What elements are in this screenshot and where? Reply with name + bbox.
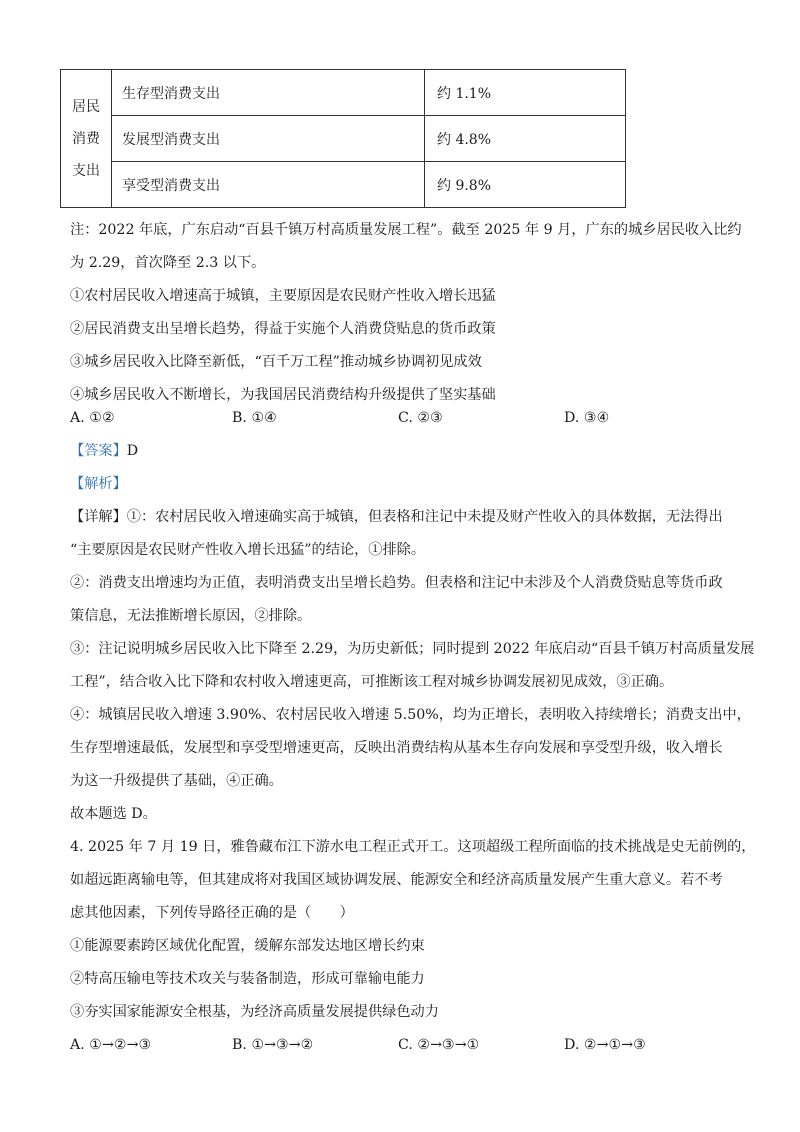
detail-line: ③：注记说明城乡居民收入比下降至 2.29，为历史新低；同时提到 2022 年底启动“百县千镇万村高质量发展 [70, 641, 755, 657]
q4-statement-2: ②特高压输电等技术攻关与装备制造，形成可靠输电能力 [70, 971, 425, 987]
item-cell: 生存型消费支出 [112, 70, 425, 116]
statement-3: ③城乡居民收入比降至新低，“百千万工程”推动城乡协调初见成效 [70, 354, 482, 370]
q4-statement-1: ①能源要素跨区域优化配置，缓解东部发达地区增长约束 [70, 938, 425, 954]
detail-line: 为这一升级提供了基础，④正确。 [70, 773, 283, 789]
option-b: B. ①→③→② [232, 1037, 314, 1053]
answer-tag: 【答案】 [70, 443, 127, 459]
q4-statement-3: ③夯实国家能源安全根基，为经济高质量发展提供绿色动力 [70, 1004, 439, 1020]
statement-4: ④城乡居民收入不断增长，为我国居民消费结构升级提供了坚实基础 [70, 387, 496, 403]
item-cell: 享受型消费支出 [112, 162, 425, 208]
note-line: 为 2.29，首次降至 2.3 以下。 [70, 255, 266, 271]
value-cell: 约 1.1% [425, 70, 626, 116]
option-d: D. ③④ [564, 410, 610, 426]
detail-line: 生存型增速最低，发展型和享受型增速更高，反映出消费结构从基本生存向发展和享受型升级，收入增长 [70, 740, 723, 756]
detail-line: 【详解】①：农村居民收入增速确实高于城镇，但表格和注记中未提及财产性收入的具体数据，无法得出 [70, 509, 723, 525]
option-c: C. ②③ [398, 410, 443, 426]
note-line: 注：2022 年底，广东启动“百县千镇万村高质量发展工程”。截至 2025 年 9 月，广东的城乡居民收入比约 [70, 222, 742, 238]
category-label: 支出 [72, 162, 100, 179]
statement-2: ②居民消费支出呈增长趋势，得益于实施个人消费贷贴息的货币政策 [70, 321, 496, 337]
table-row [61, 70, 626, 116]
q4-stem-line: 如超远距离输电等，但其建成将对我国区域协调发展、能源安全和经济高质量发展产生重大意义。若不考 [70, 872, 723, 888]
conclusion-line: 故本题选 D。 [70, 806, 157, 822]
category-label: 居民 [72, 98, 100, 115]
value-cell: 约 9.8% [425, 162, 626, 208]
table-row [61, 162, 626, 208]
answer-line [70, 441, 138, 461]
option-a: A. ①② [70, 410, 115, 426]
item-cell: 发展型消费支出 [112, 116, 425, 162]
option-c: C. ②→③→① [398, 1037, 480, 1053]
statement-1: ①农村居民收入增速高于城镇，主要原因是农民财产性收入增长迅猛 [70, 288, 496, 304]
detail-line: “主要原因是农民财产性收入增长迅猛”的结论，①排除。 [70, 542, 426, 558]
table-row [61, 116, 626, 162]
q4-stem-line: 4. 2025 年 7 月 19 日，雅鲁藏布江下游水电工程正式开工。这项超级工程所面临的技术挑战是史无前例的， [70, 839, 756, 855]
q4-stem-line: 虑其他因素，下列传导路径正确的是（ ） [70, 905, 354, 921]
category-cell [61, 70, 112, 208]
analysis-tag: 【解析】 [70, 476, 127, 492]
value-cell: 约 4.8% [425, 116, 626, 162]
analysis-line [70, 474, 127, 494]
category-label: 消费 [72, 130, 100, 147]
detail-line: 策信息，无法推断增长原因，②排除。 [70, 608, 312, 624]
answer-value: D [126, 443, 139, 459]
option-d: D. ②→①→③ [564, 1037, 646, 1053]
option-a: A. ①→②→③ [70, 1037, 152, 1053]
detail-line: ②：消费支出增速均为正值，表明消费支出呈增长趋势。但表格和注记中未涉及个人消费贷贴息等货币政 [70, 575, 723, 591]
consumption-table [60, 69, 626, 208]
detail-line: 工程”，结合收入比下降和农村收入增速更高，可推断该工程对城乡协调发展初见成效，③正确。 [70, 674, 674, 690]
detail-line: ④：城镇居民收入增速 3.90%、农村居民收入增速 5.50%，均为正增长，表明收入持续增长；消费支出中， [70, 707, 751, 723]
option-b: B. ①④ [232, 410, 277, 426]
